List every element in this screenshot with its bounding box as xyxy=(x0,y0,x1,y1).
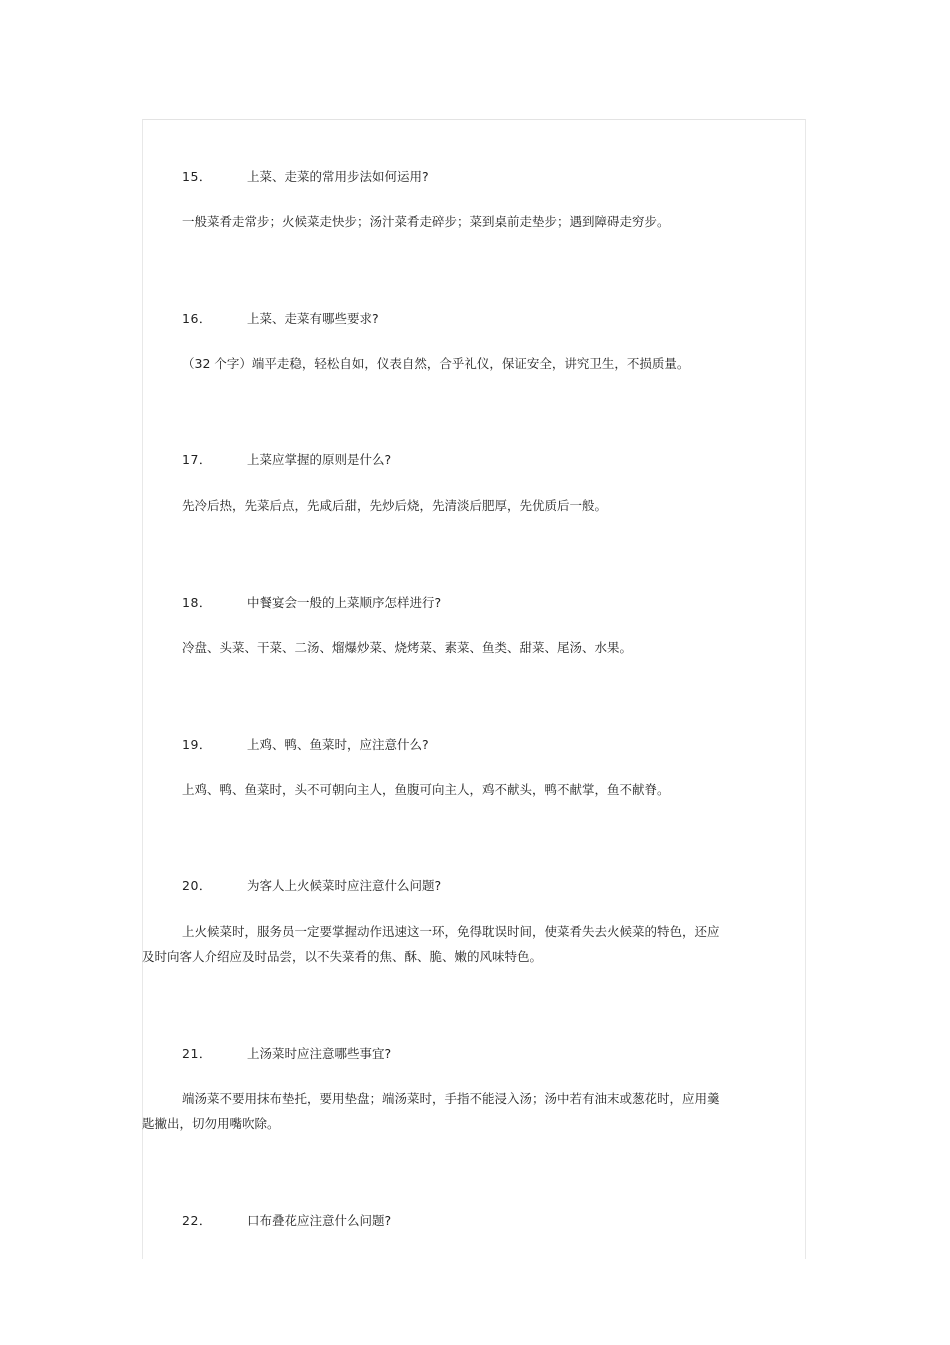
answer-line: 匙撇出，切勿用嘴吹除。 xyxy=(142,1116,280,1131)
question-text: 中餐宴会一般的上菜顺序怎样进行? xyxy=(247,595,442,610)
question-number: 17． xyxy=(182,452,212,467)
answer-line: 上火候菜时，服务员一定要掌握动作迅速这一环，免得耽误时间，使菜肴失去火候菜的特色，还应 xyxy=(182,924,720,939)
question-number: 16． xyxy=(182,311,212,326)
question-number: 18． xyxy=(182,595,212,610)
question-number: 20． xyxy=(182,878,212,893)
answer-15: 一般菜肴走常步；火候菜走快步；汤汁菜肴走碎步；菜到桌前走垫步；遇到障碍走穷步。 xyxy=(182,214,670,229)
answer-17: 先冷后热，先菜后点，先咸后甜，先炒后烧，先清淡后肥厚，先优质后一般。 xyxy=(182,498,608,513)
answer-line: 端汤菜不要用抹布垫托，要用垫盘；端汤菜时，手指不能浸入汤；汤中若有油末或葱花时，应用羹 xyxy=(182,1091,720,1106)
answer-line: 及时向客人介绍应及时品尝，以不失菜肴的焦、酥、脆、嫩的风味特色。 xyxy=(142,949,543,964)
question-text: 为客人上火候菜时应注意什么问题? xyxy=(247,878,442,893)
question-number: 21． xyxy=(182,1046,212,1061)
question-text: 上鸡、鸭、鱼菜时，应注意什么? xyxy=(247,737,429,752)
answer-20 xyxy=(142,919,742,969)
answer-19: 上鸡、鸭、鱼菜时，头不可朝向主人，鱼腹可向主人，鸡不献头，鸭不献掌，鱼不献脊。 xyxy=(182,782,670,797)
question-text: 口布叠花应注意什么问题? xyxy=(247,1213,392,1228)
question-number: 19． xyxy=(182,737,212,752)
answer-16: （32 个字）端平走稳，轻松自如，仪表自然，合乎礼仪，保证安全，讲究卫生，不损质量。 xyxy=(182,356,690,371)
answer-21 xyxy=(142,1086,742,1136)
question-number: 22． xyxy=(182,1213,212,1228)
question-text: 上菜、走菜有哪些要求? xyxy=(247,311,379,326)
answer-18: 冷盘、头菜、干菜、二汤、熘爆炒菜、烧烤菜、素菜、鱼类、甜菜、尾汤、水果。 xyxy=(182,640,633,655)
question-text: 上汤菜时应注意哪些事宜? xyxy=(247,1046,392,1061)
question-text: 上菜、走菜的常用步法如何运用? xyxy=(247,169,429,184)
question-number: 15． xyxy=(182,169,212,184)
question-text: 上菜应掌握的原则是什么? xyxy=(247,452,392,467)
